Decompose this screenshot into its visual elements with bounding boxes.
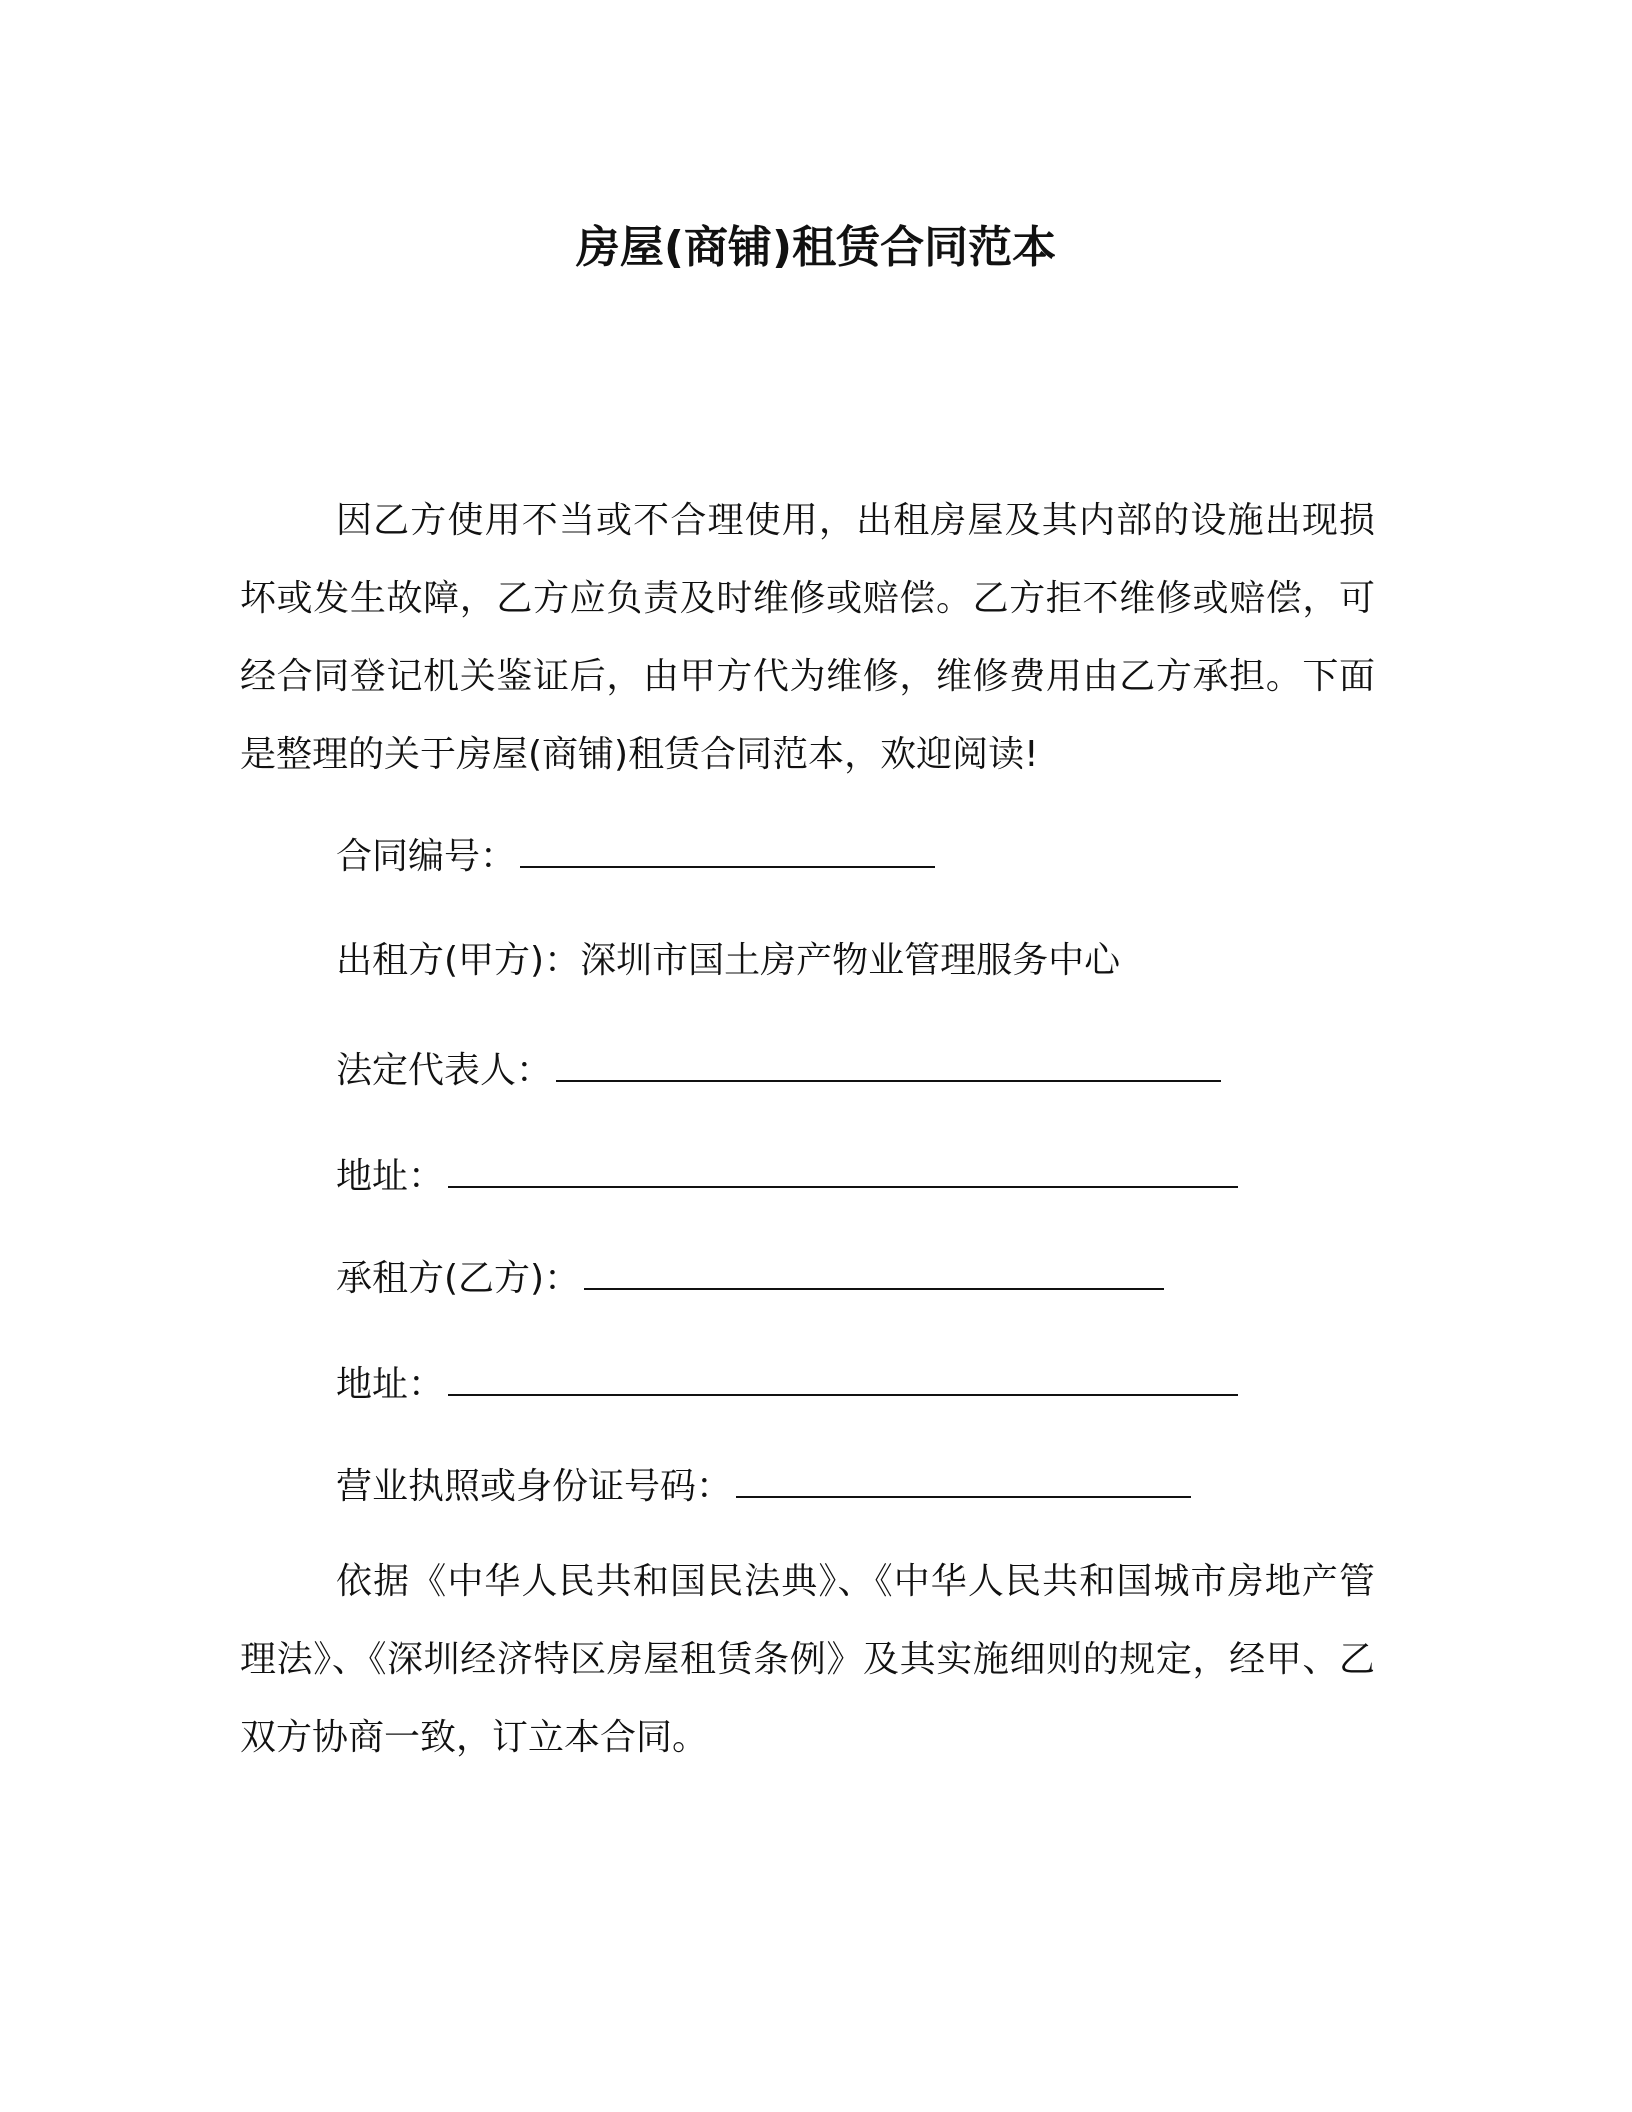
lessor-address-label: 地址： [336, 1156, 445, 1197]
lessor-value: 深圳市国土房产物业管理服务中心 [580, 940, 1121, 981]
lessor-address-field [336, 1152, 1238, 1202]
lessor-field [336, 936, 1120, 986]
lessor-address-blank [448, 1152, 1238, 1188]
license-id-blank [736, 1462, 1191, 1498]
contract-number-label: 合同编号： [336, 836, 517, 877]
lessee-label: 承租方(乙方)： [336, 1258, 581, 1299]
license-id-label: 营业执照或身份证号码： [336, 1466, 733, 1507]
legal-representative-blank [556, 1046, 1221, 1082]
lessee-address-blank [448, 1360, 1238, 1396]
legal-representative-label: 法定代表人： [336, 1050, 553, 1091]
intro-paragraph: 因乙方使用不当或不合理使用，出租房屋及其内部的设施出现损坏或发生故障，乙方应负责及时维修或赔偿。乙方拒不维修或赔偿，可经合同登记机关鉴证后，由甲方代为维修，维修费用由乙方承担。下面是整理的关于房屋(商铺)租赁合同范本，欢迎阅读! [240, 500, 1375, 775]
document-title: 房屋(商铺)租赁合同范本 [575, 222, 1057, 273]
lessor-label: 出租方(甲方)： [336, 940, 581, 981]
lessee-blank [584, 1254, 1164, 1290]
lessee-address-field [336, 1360, 1238, 1410]
lessee-field [336, 1254, 1164, 1304]
license-id-field [336, 1462, 1191, 1512]
contract-number-blank [520, 832, 935, 868]
lessee-address-label: 地址： [336, 1364, 445, 1405]
legal-representative-field [336, 1046, 1221, 1096]
contract-number-field [336, 832, 935, 882]
legal-basis-paragraph: 依据《中华人民共和国民法典》、《中华人民共和国城市房地产管理法》、《深圳经济特区房屋租赁条例》及其实施细则的规定，经甲、乙双方协商一致，订立本合同。 [240, 1561, 1375, 1758]
